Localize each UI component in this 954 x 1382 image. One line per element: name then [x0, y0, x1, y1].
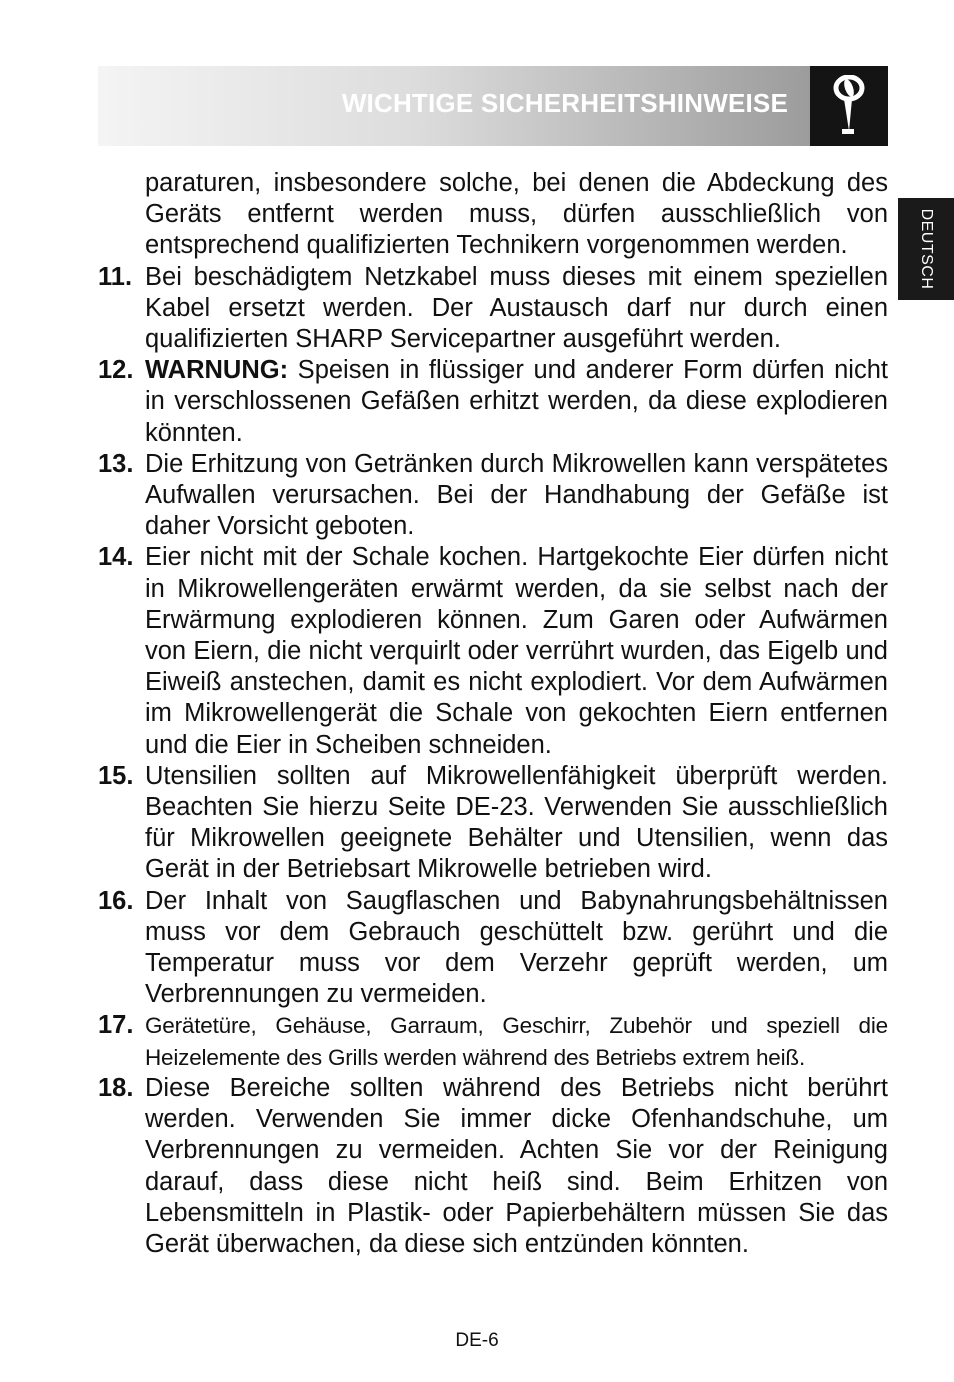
item-text: Der Inhalt von Saugflaschen und Babynahrungsbehältnissen muss vor dem Gebrauch geschüttelt bzw. gerührt und die Temperatur muss vor dem Verzehr geprüft werden, um Verbrennungen zu vermeiden. — [145, 886, 888, 1009]
item-text: Speisen in flüssiger und anderer Form dürfen nicht in verschlossenen Gefäßen erhitzt werden, da diese explodieren könnten. — [145, 356, 888, 447]
warning-keyword: WARNUNG: — [145, 356, 289, 385]
item-text: Utensilien sollten auf Mikrowellenfähigkeit überprüft werden. Beachten Sie hierzu Seite DE-23. Verwenden Sie ausschließlich für Mikrowellen geeignete Behälter und Utensilien, wenn das Gerät in der Betriebsart Mikrowelle betrieben wird. — [145, 761, 888, 884]
item-number: 11. — [98, 262, 133, 291]
header-icon-box — [810, 66, 888, 146]
section-title: WICHTIGE SICHERHEITSHINWEISE — [341, 88, 788, 118]
item-number: 14. — [98, 543, 134, 572]
item-text: Die Erhitzung von Getränken durch Mikrowellen kann verspätetes Aufwallen verursachen. Bei der Handhabung der Gefäße ist daher Vorsicht geboten. — [145, 449, 888, 541]
list-item — [98, 262, 888, 356]
language-label: DEUTSCH — [918, 208, 935, 290]
page-number: DE-6 — [455, 1330, 499, 1351]
item-text: Eier nicht mit der Schale kochen. Hartgekochte Eier dürfen nicht in Mikrowellengeräten erwärmt werden, da sie selbst nach der Erwärmung explodieren können. Zum Garen oder Aufwärmen von Eiern, die nicht verquirlt oder verrührt wurden, das Eigelb und Eiweiß anstechen, damit es nicht explodiert. Vor dem Aufwärmen im Mikrowellengerät die Schale von gekochten Eiern entfernen und die Eier in Scheiben schneiden. — [145, 543, 888, 759]
list-item — [98, 1010, 888, 1072]
item-number: 17. — [98, 1011, 134, 1040]
item-text: Diese Bereiche sollten während des Betriebs nicht berührt werden. Verwenden Sie immer dicke Ofenhandschuhe, um Verbrennungen zu vermeiden. Achten Sie vor der Reinigung darauf, dass diese nicht heiß sind. Beim Erhitzen von Lebensmitteln in Plastik- oder Papierbehältern müssen Sie das Gerät überwachen, da diese sich entzünden könnten. — [145, 1073, 888, 1258]
instructions-list — [98, 168, 888, 1260]
item-number: 12. — [98, 356, 134, 385]
item-number: 13. — [98, 449, 134, 478]
list-item — [98, 355, 888, 449]
language-tab — [898, 198, 954, 300]
item-number: 15. — [98, 761, 134, 790]
caution-symbol-icon — [830, 75, 868, 137]
item-number: 18. — [98, 1073, 134, 1102]
list-item — [98, 886, 888, 1011]
continued-paragraph: paraturen, insbesondere solche, bei denen die Abdeckung des Geräts entfernt werden muss, dürfen ausschließlich von entsprechend qualifizierten Technikern vorgenommen werden. — [145, 169, 888, 260]
section-header — [98, 66, 810, 146]
list-item — [98, 761, 888, 886]
item-text: Gerätetüre, Gehäuse, Garraum, Geschirr, Zubehör und speziell die Heizelemente des Grills werden während des Betriebs extrem heiß. — [145, 1013, 888, 1070]
list-item — [98, 542, 888, 760]
item-number: 16. — [98, 886, 134, 915]
list-item — [98, 449, 888, 543]
item-text: Bei beschädigtem Netzkabel muss dieses mit einem speziellen Kabel ersetzt werden. Der Austausch darf nur durch einen qualifizierten SHARP Servicepartner ausgeführt werden. — [145, 262, 888, 354]
list-item — [98, 1073, 888, 1260]
